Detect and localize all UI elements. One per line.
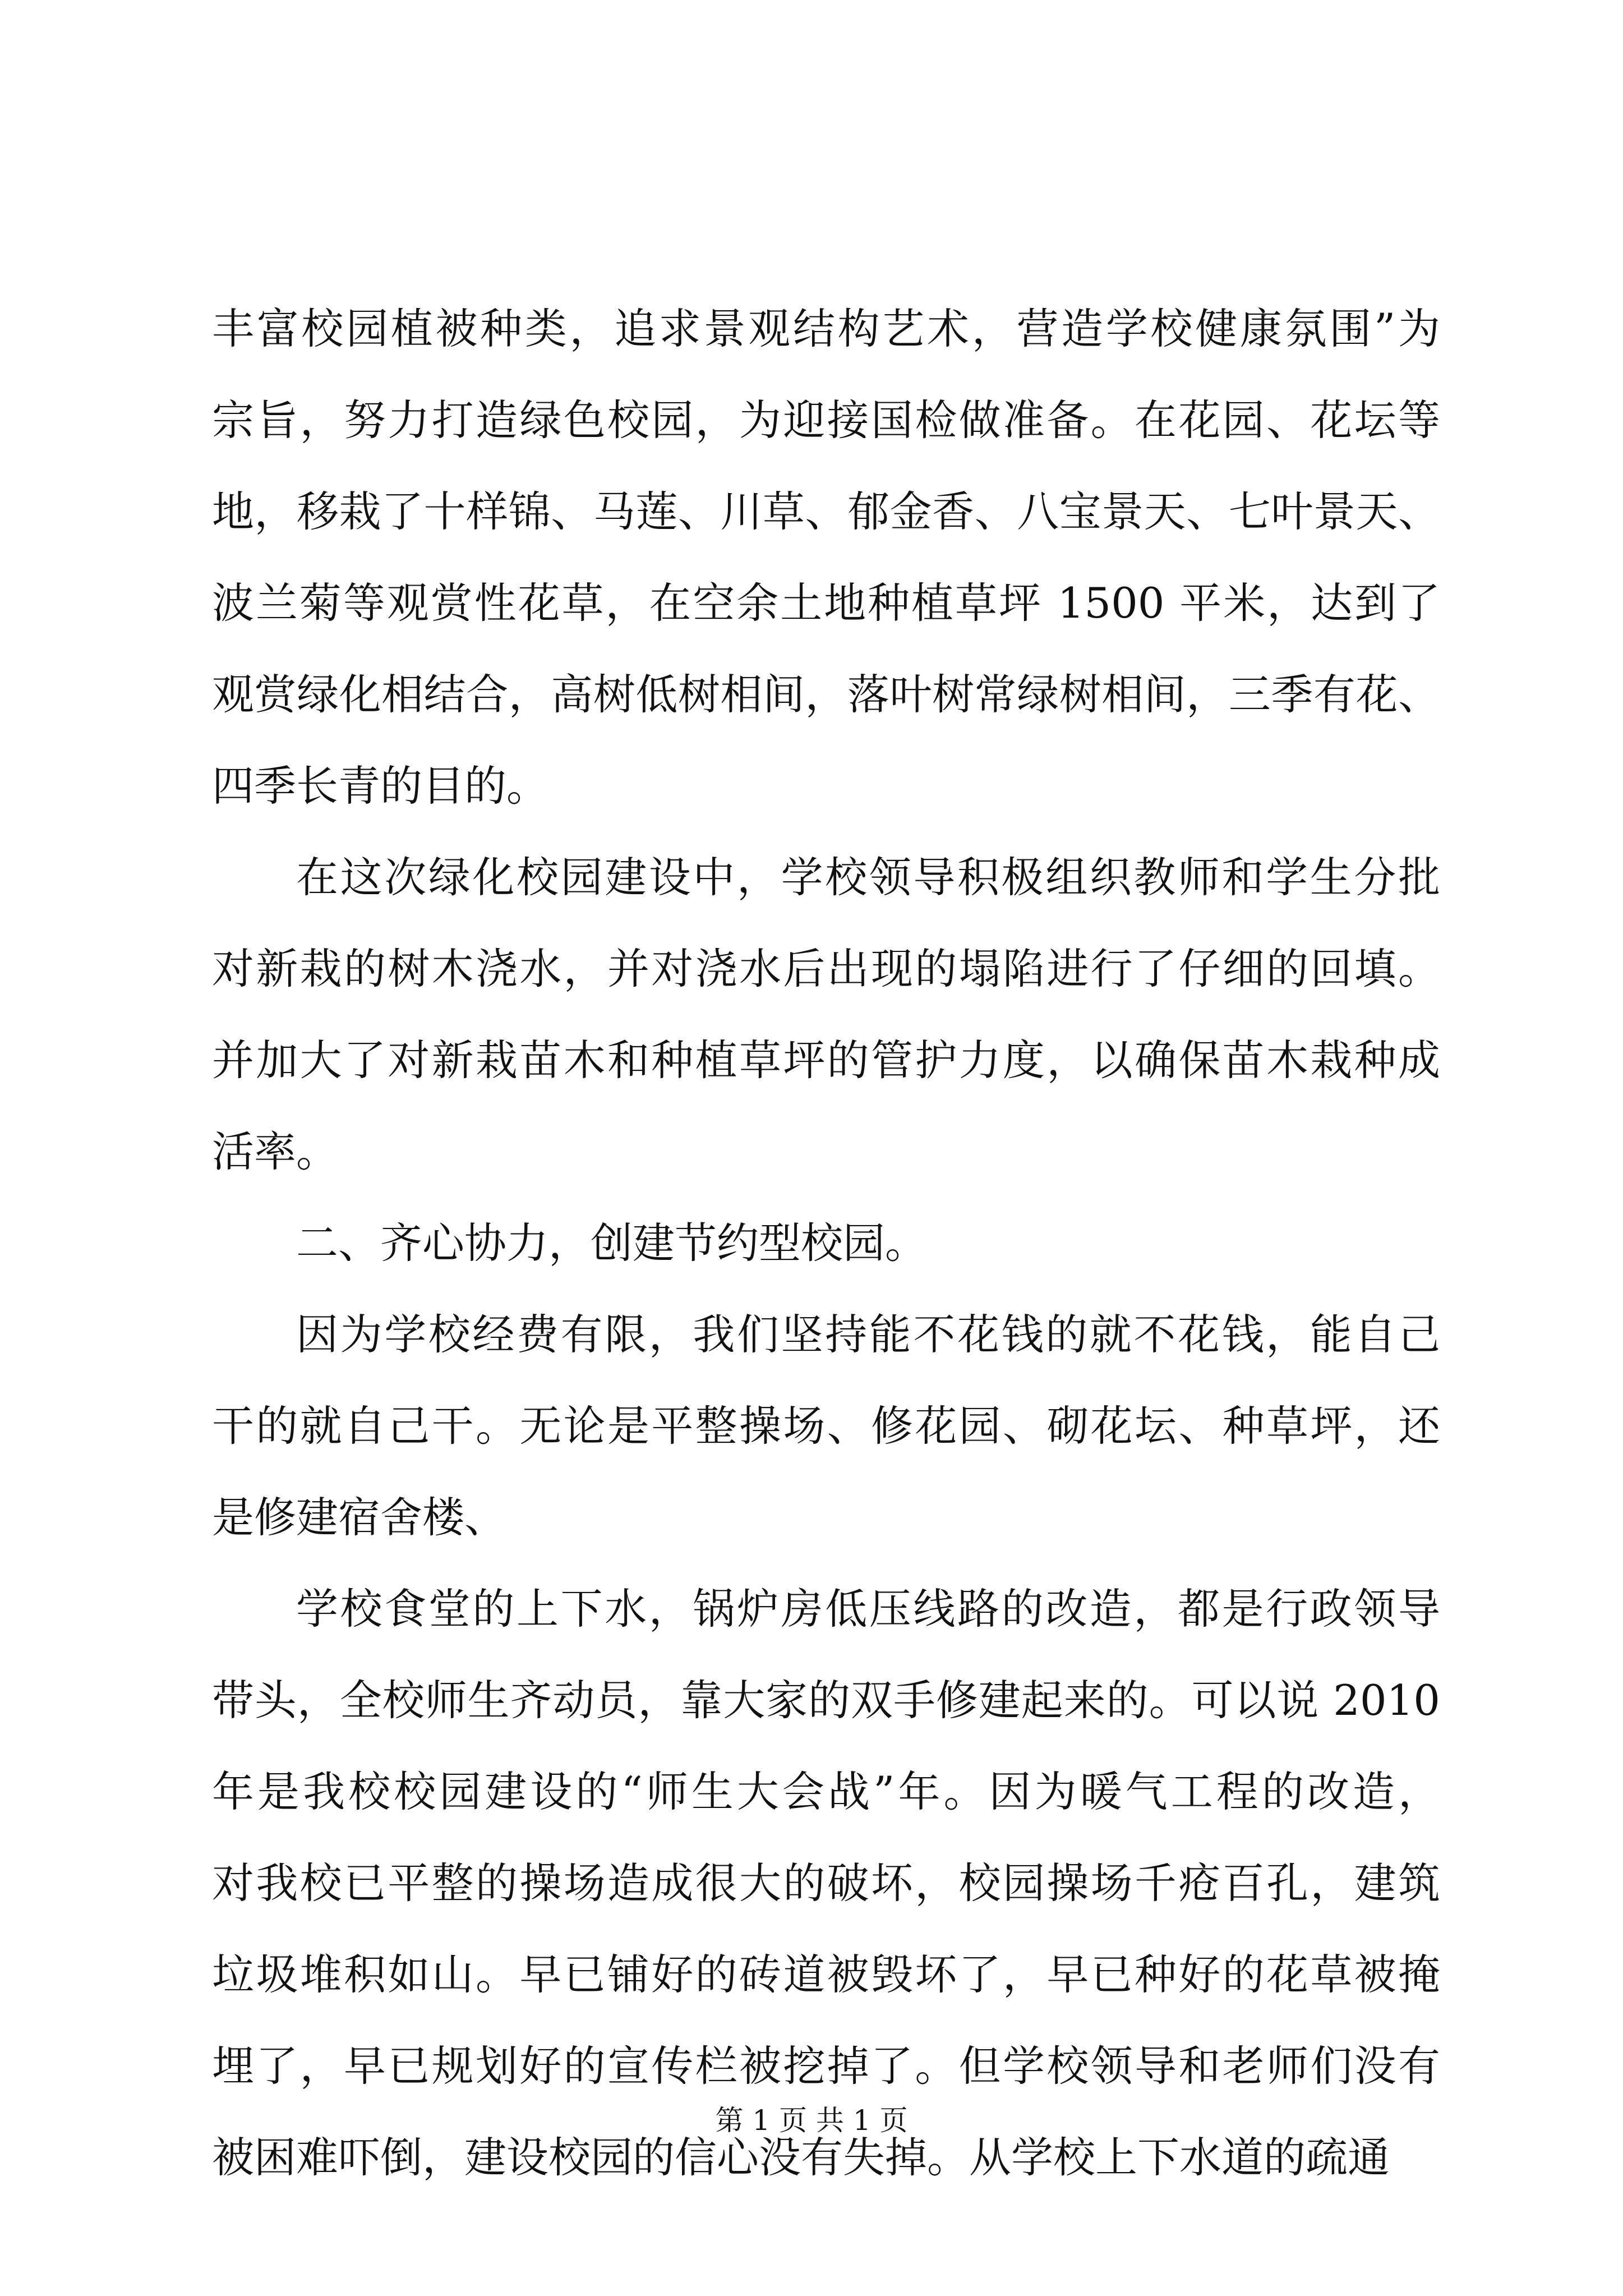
text-line: 宗旨，努力打造绿色校园，为迎接国检做准备。在花园、花坛等 bbox=[212, 395, 1440, 445]
text-line: 被困难吓倒，建设校园的信心没有失掉。从学校上下水道的疏通 bbox=[212, 2133, 1390, 2182]
text-line: 年是我校校园建设的“师生大会战”年。因为暖气工程的改造， bbox=[212, 1767, 1440, 1816]
paragraph bbox=[212, 1289, 1440, 1563]
text-line: 活率。 bbox=[212, 1127, 339, 1176]
text-line: 对我校已平整的操场造成很大的破坏，校园操场千疮百孔，建筑 bbox=[212, 1858, 1440, 1908]
text-line: 是修建宿舍楼、 bbox=[212, 1493, 507, 1542]
text-line: 在这次绿化校园建设中，学校领导积极组织教师和学生分批 bbox=[296, 853, 1440, 902]
text-line: 丰富校园植被种类，追求景观结构艺术，营造学校健康氛围”为 bbox=[212, 304, 1440, 353]
text-line: 地，移栽了十样锦、马莲、川草、郁金香、八宝景天、七叶景天、 bbox=[212, 487, 1440, 536]
text-line: 四季长青的目的。 bbox=[212, 761, 549, 811]
text-line: 对新栽的树木浇水，并对浇水后出现的塌陷进行了仔细的回填。 bbox=[212, 944, 1440, 993]
document-body bbox=[212, 283, 1440, 2203]
paragraph bbox=[212, 283, 1440, 832]
text-line: 波兰菊等观赏性花草，在空余土地种植草坪 1500 平米，达到了 bbox=[212, 578, 1440, 628]
paragraph bbox=[212, 1198, 1440, 1289]
text-line: 二、齐心协力，创建节约型校园。 bbox=[296, 1218, 928, 1268]
text-line: 因为学校经费有限，我们坚持能不花钱的就不花钱，能自己 bbox=[296, 1310, 1440, 1359]
page-footer: 第 1 页 共 1 页 bbox=[715, 2104, 908, 2137]
text-line: 垃圾堆积如山。早已铺好的砖道被毁坏了，早已种好的花草被掩 bbox=[212, 1950, 1440, 1999]
text-line: 干的就自己干。无论是平整操场、修花园、砌花坛、种草坪，还 bbox=[212, 1401, 1440, 1451]
text-line: 观赏绿化相结合，高树低树相间，落叶树常绿树相间，三季有花、 bbox=[212, 670, 1440, 719]
text-line: 带头，全校师生齐动员，靠大家的双手修建起来的。可以说 2010 bbox=[212, 1676, 1440, 1725]
text-line: 并加大了对新栽苗木和种植草坪的管护力度，以确保苗木栽种成 bbox=[212, 1036, 1440, 1085]
paragraph bbox=[212, 832, 1440, 1198]
text-line: 学校食堂的上下水，锅炉房低压线路的改造，都是行政领导 bbox=[296, 1584, 1440, 1634]
text-line: 埋了，早已规划好的宣传栏被挖掉了。但学校领导和老师们没有 bbox=[212, 2041, 1440, 2091]
